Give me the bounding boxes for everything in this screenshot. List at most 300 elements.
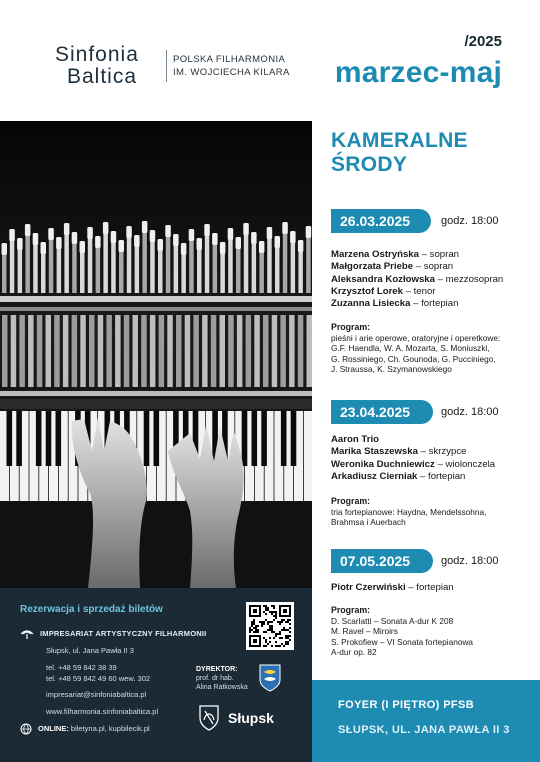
black-key [261,411,267,466]
damper [254,315,259,387]
director-label: DYREKTOR: [196,666,238,673]
qr-code[interactable] [246,602,294,650]
qr-module [255,631,257,633]
hammer-head [80,241,86,253]
program-line: pieśni i arie operowe, oratoryjne i operetkowe: [331,332,501,343]
contact-address: Słupsk, ul. Jana Pawła II 3 [46,646,134,655]
qr-module [267,621,269,623]
program-label: Program: [331,496,371,506]
program-line: G.F. Haendla, W. A. Mozarta, S. Moniuszki, [331,343,490,354]
hammer [25,234,30,293]
damper [28,315,33,387]
damper [167,315,173,387]
qr-module [269,611,271,613]
director-title: prof. dr hab. [196,675,234,682]
hammer-head [72,232,78,244]
qr-module [285,629,287,631]
damper [202,315,208,387]
program-line: G. Rossiniego, Ch. Gounoda, G. Pucciniego, [331,353,496,364]
qr-module [265,631,267,633]
qr-finder-core [283,609,287,613]
performer: Piotr Czerwiński – fortepian [331,582,454,593]
qr-module [275,645,277,647]
hammer-head [173,234,179,246]
hammer-head [204,224,210,236]
qr-module [273,637,275,639]
piano-illustration [0,121,312,588]
qr-module [265,619,267,621]
concert-1-program [331,322,531,375]
damper [98,315,104,387]
black-key [281,411,287,466]
hammer [259,251,264,293]
damper [220,315,226,387]
hammer-head [48,228,54,240]
hammer-head [212,233,218,245]
qr-code-pattern [246,602,294,650]
hammer-head [228,228,234,240]
qr-module [253,627,255,629]
qr-module [279,631,281,633]
hammer [236,247,241,293]
hammer-head [56,237,62,249]
venue-box [312,680,540,762]
qr-module [283,619,285,621]
damper [115,315,121,387]
qr-module [273,619,275,621]
qr-module [271,613,273,615]
hammer [64,233,69,293]
qr-module [271,611,273,613]
qr-module [267,607,269,609]
qr-module [249,631,251,633]
qr-module [275,617,277,619]
hammer-head [243,223,249,235]
black-key [252,411,258,466]
qr-module [265,607,267,609]
hammer-head [197,238,203,250]
qr-module [287,637,289,639]
damper [72,315,78,387]
hammer-head [150,230,156,242]
qr-module [253,619,255,621]
hammer [96,246,101,293]
hammer [127,236,132,293]
qr-module [257,629,259,631]
qr-module [273,615,275,617]
qr-module [275,633,277,635]
concert-1-performers [331,249,503,310]
hammer-head [64,223,70,235]
damper [11,315,17,387]
hammer [10,239,15,293]
hammer [72,242,77,293]
qr-module [283,629,285,631]
black-key [56,411,62,466]
hammer [135,245,140,293]
qr-module [263,605,265,607]
qr-module [289,635,291,637]
hammer [181,253,186,293]
hammer-head [119,240,125,252]
contact-tel1[interactable]: tel. +48 59 842 38 39 [46,662,117,672]
piano-photo [0,121,312,588]
performer: Krzysztof Lorek – tenor [331,285,436,297]
black-key [291,411,297,466]
damper [289,315,295,387]
series-title-line2: ŚRODY [331,153,408,176]
qr-module [275,641,277,643]
damper [106,315,112,387]
damper [89,315,95,387]
hammer-head [2,243,8,255]
qr-module [249,629,251,631]
qr-module [251,621,253,623]
logo-subtitle-line1: POLSKA FILHARMONIA [173,54,286,65]
contact-email[interactable]: impresariat@sinfoniabaltica.pl [46,690,147,700]
damper [237,315,243,387]
qr-module [265,605,267,607]
hammer [111,241,116,293]
qr-module [285,637,287,639]
qr-module [267,643,269,645]
contact-website[interactable]: www.filharmonia.sinfoniabaltica.pl [46,707,159,717]
hammer-head [251,232,257,244]
hammer [57,247,62,293]
qr-module [289,619,291,621]
hammer [18,248,23,293]
hammer-head [9,229,15,241]
qr-finder-core [253,609,257,613]
program-label: Program: [331,605,371,615]
qr-module [275,635,277,637]
qr-module [287,629,289,631]
qr-module [271,629,273,631]
venue-address: SŁUPSK, UL. JANA PAWŁA II 3 [338,724,510,736]
qr-module [273,611,275,613]
qr-module [251,629,253,631]
hammer-head [41,242,47,254]
qr-module [289,631,291,633]
damper [19,315,25,387]
hammer-head [17,238,23,250]
program-line: S. Prokofiew – VI Sonata fortepianowa [331,636,474,647]
damper [246,315,252,387]
performer: Zuzanna Lisiecka – fortepian [331,298,459,310]
qr-module [285,641,287,643]
qr-module [287,621,289,623]
damper [54,315,60,387]
hammer [2,253,7,293]
contact-tel2[interactable]: tel. +48 59 842 49 60 wew. 302 [46,673,151,683]
hammer-head [33,233,39,245]
online-label: ONLINE: [38,723,69,733]
logo-subtitle-line2: IM. WOJCIECHA KILARA [173,67,290,78]
white-key [304,411,312,501]
online-sites[interactable]: biletyna.pl, kupbilecik.pl [68,723,150,733]
qr-module [277,621,279,623]
program-line: A-dur op. 82 [331,647,377,658]
hammer-head [87,227,93,239]
qr-module [273,605,275,607]
hammer [220,252,225,293]
qr-module [273,631,275,633]
hammer [174,244,179,293]
qr-module [255,627,257,629]
online-tickets[interactable] [20,723,150,735]
piano-base [0,501,312,588]
performer: Aaron Trio [331,434,379,445]
black-key [144,411,150,466]
hammer [267,237,272,293]
hammer-head [126,226,132,238]
impresariat-heading [20,627,206,641]
hammer [80,251,85,293]
black-key [7,411,13,466]
qr-module [277,645,279,647]
director-name: Alina Ratkowska [196,684,248,691]
qr-module [263,623,265,625]
tickets-panel [0,588,312,762]
program-line: tria fortepianowe: Haydna, Mendelssohna, [331,506,487,517]
qr-module [261,623,263,625]
black-key [46,411,52,466]
qr-module [265,645,267,647]
qr-module [263,645,265,647]
damper [150,315,156,387]
hammer-head [290,231,296,243]
qr-module [289,627,291,629]
qr-module [279,633,281,635]
hammer-head [275,236,281,248]
qr-module [275,611,277,613]
hammer [252,242,257,293]
hammer-head [236,237,242,249]
hammer [166,235,171,293]
damper [159,315,165,387]
qr-module [271,621,273,623]
hammer [103,232,108,293]
qr-module [275,613,277,615]
damper [307,315,313,387]
hammer [88,237,93,293]
qr-module [281,619,283,621]
damper [272,315,278,387]
qr-module [255,629,257,631]
damper [141,315,147,387]
hammer [283,232,288,293]
logo-divider [166,50,167,82]
program-line: Brahmsa i Auerbach [331,517,406,528]
damper [63,315,69,387]
qr-module [263,637,265,639]
sinfonia-baltica-logo [55,43,290,88]
voivodeship-crest-icon [259,664,281,692]
performer: Marika Staszewska – skrzypce [331,446,467,458]
qr-module [249,627,251,629]
logo-word-sinfonia: Sinfonia [55,43,139,66]
damper [37,315,43,387]
damper [2,315,8,387]
qr-module [285,643,287,645]
hammer [189,239,194,293]
qr-module [253,623,255,625]
qr-module [271,645,273,647]
qr-module [287,635,289,637]
program-label: Program: [331,322,371,332]
damper [280,315,286,387]
qr-module [261,621,263,623]
hammer-head [158,239,164,251]
qr-module [279,621,281,623]
season-year: /2025 [464,33,502,50]
qr-module [263,611,265,613]
qr-module [251,623,253,625]
qr-module [251,625,253,627]
impresariat-name: IMPRESARIAT ARTYSTYCZNY FILHARMONII [40,628,207,638]
qr-module [269,629,271,631]
hammer [197,248,202,293]
qr-module [255,625,257,627]
concert-1-date: 26.03.2025 [331,209,431,233]
qr-module [285,621,287,623]
qr-module [265,609,267,611]
hammer [291,241,296,293]
qr-module [273,607,275,609]
damper [176,315,182,387]
qr-module [281,629,283,631]
qr-module [267,623,269,625]
qr-module [267,629,269,631]
qr-module [269,627,271,629]
hammer-head [267,227,273,239]
hammer-head [220,242,226,254]
qr-module [271,631,273,633]
damper [46,315,52,387]
qr-module [287,641,289,643]
qr-module [263,631,265,633]
qr-module [269,621,271,623]
concert-3-date: 07.05.2025 [331,549,433,573]
performer: Marzena Ostryńska – sopran [331,249,459,260]
qr-module [277,633,279,635]
impresariat-icon [20,627,34,641]
qr-module [271,627,273,629]
qr-module [263,621,265,623]
damper [228,315,234,387]
hammer-head [282,222,288,234]
contact-details [46,646,158,718]
qr-module [253,621,255,623]
qr-module [265,613,267,615]
qr-module [257,625,259,627]
qr-module [281,637,283,639]
concert-3-time: godz. 18:00 [441,555,499,567]
performer: Weronika Duchniewicz – wiolonczela [331,458,496,470]
concert-3-program [331,605,531,658]
qr-module [269,637,271,639]
program-line: M. Ravel – Miroirs [331,626,398,637]
concert-2-performers [331,434,495,483]
tickets-title: Rezerwacja i sprzedaż biletów [20,604,163,615]
damper [133,315,139,387]
qr-module [281,621,283,623]
venue-name: FOYER (I PIĘTRO) PFSB [338,699,475,711]
black-key [16,411,22,466]
hammer-head [181,243,187,255]
hammer [41,252,46,293]
hammer [205,234,210,293]
logo-word-baltica: Baltica [67,65,138,88]
damper [193,315,199,387]
qr-module [269,625,271,627]
qr-module [267,609,269,611]
qr-finder-core [253,639,257,643]
qr-module [283,627,285,629]
hammer-head [259,241,265,253]
qr-module [265,639,267,641]
hammer-head [103,222,109,234]
concert-1-time: godz. 18:00 [441,215,499,227]
logo-subtitle [173,53,353,79]
series-title-line1: KAMERALNE [331,129,468,152]
hammer [142,231,147,293]
qr-module [281,643,283,645]
series-title [331,129,468,177]
damper [211,315,217,387]
hammer [158,249,163,293]
concert-2-date: 23.04.2025 [331,400,433,424]
qr-module [285,635,287,637]
hammer [49,238,54,293]
hammer-head [306,226,312,238]
hammer [213,243,218,293]
qr-module [253,631,255,633]
hammer-head [134,235,140,247]
hammer-head [189,229,195,241]
qr-module [279,645,281,647]
hammer [306,236,311,293]
season-months: marzec-maj [334,56,502,89]
hammer [150,240,155,293]
qr-module [261,625,263,627]
hammer [275,246,280,293]
qr-module [289,639,291,641]
hammer [244,233,249,293]
hammer-head [25,224,31,236]
concert-2-time: godz. 18:00 [441,406,499,418]
black-key [154,411,160,466]
damper [298,315,304,387]
hammer-head [165,225,171,237]
hammer-head [142,221,148,233]
qr-module [271,605,273,607]
program-line: J. Straussa, K. Szymanowskiego [331,364,452,375]
qr-module [287,643,289,645]
performer: Małgorzata Priebe – sopran [331,261,454,273]
qr-module [257,631,259,633]
qr-module [269,641,271,643]
hammer [33,243,38,293]
performer: Aleksandra Kozłowska – mezzosopran [331,273,504,285]
black-key [36,411,42,466]
qr-module [265,641,267,643]
qr-module [279,623,281,625]
damper [124,315,130,387]
damper [185,315,191,387]
qr-module [289,623,291,625]
qr-module [283,645,285,647]
